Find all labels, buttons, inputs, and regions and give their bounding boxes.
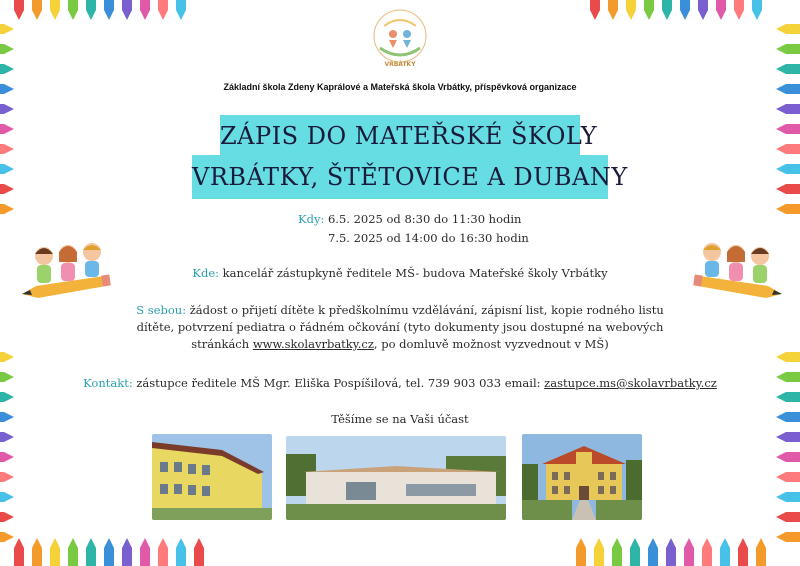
bring-label: S sebou: [136, 303, 187, 317]
kids-illustration-right [686, 238, 786, 304]
pencil-decoration [752, 0, 762, 20]
pencil-decoration [122, 0, 132, 20]
pencil-decoration [86, 538, 96, 566]
pencil-decoration [630, 538, 640, 566]
pencil-decoration [0, 124, 14, 134]
pencil-decoration [0, 532, 14, 542]
pencil-decoration [776, 492, 800, 502]
pencil-decoration [140, 538, 150, 566]
pencil-decoration [756, 538, 766, 566]
pencil-decoration [776, 432, 800, 442]
pencil-decoration [0, 144, 14, 154]
pencil-decoration [776, 144, 800, 154]
pencil-decoration [776, 472, 800, 482]
school-logo [372, 8, 428, 72]
pencil-decoration [590, 0, 600, 20]
pencil-decoration [104, 0, 114, 20]
when-date-1: 6.5. 2025 od 8:30 do 11:30 hodin [324, 212, 522, 226]
where-label: Kde: [192, 266, 220, 280]
pencil-decoration [50, 538, 60, 566]
contact-label: Kontakt: [83, 376, 133, 390]
pencil-decoration [716, 0, 726, 20]
pencil-decoration [662, 0, 672, 20]
pencil-decoration [776, 104, 800, 114]
pencil-decoration [776, 124, 800, 134]
pencil-decoration [68, 538, 78, 566]
bring-paragraph [120, 302, 680, 353]
pencil-decoration [776, 204, 800, 214]
pencil-decoration [0, 24, 14, 34]
svg-text:VRBÁTKY: VRBÁTKY [384, 61, 416, 68]
pencil-decoration [176, 538, 186, 566]
pencil-decoration [0, 472, 14, 482]
pencil-decoration [0, 492, 14, 502]
pencil-decoration [738, 538, 748, 566]
where-text: kancelář zástupkyně ředitele MŠ- budova Mateřské školy Vrbátky [219, 266, 608, 280]
school-photo-3 [522, 434, 642, 520]
bring-text-2: , po domluvě možnost vyzvednout v MŠ) [373, 337, 609, 351]
website-link[interactable]: www.skolavrbatky.cz [252, 337, 374, 351]
pencil-decoration [0, 184, 14, 194]
pencil-decoration [776, 452, 800, 462]
email-link[interactable]: zastupce.ms@skolavrbatky.cz [544, 376, 717, 390]
pencil-decoration [644, 0, 654, 20]
pencil-decoration [32, 0, 42, 20]
pencil-decoration [158, 538, 168, 566]
pencil-decoration [0, 64, 14, 74]
pencil-decoration [648, 538, 658, 566]
pencil-decoration [698, 0, 708, 20]
when-date-2: 7.5. 2025 od 14:00 do 16:30 hodin [328, 231, 529, 245]
school-name: Základní škola Zdeny Kaprálové a Mateřská škola Vrbátky, příspěvková organizace [223, 82, 577, 92]
closing-text: Těšíme se na Vaši účast [331, 412, 469, 426]
pencil-decoration [776, 512, 800, 522]
pencil-decoration [666, 538, 676, 566]
title-line-2: VRBÁTKY, ŠTĚTOVICE A DUBANY [192, 155, 608, 199]
pencil-decoration [626, 0, 636, 20]
pencil-decoration [0, 104, 14, 114]
pencil-decoration [776, 64, 800, 74]
pencil-decoration [776, 352, 800, 362]
pencil-decoration [140, 0, 150, 20]
pencil-decoration [0, 512, 14, 522]
pencil-decoration [50, 0, 60, 20]
pencil-decoration [776, 164, 800, 174]
pencil-decoration [0, 432, 14, 442]
pencil-decoration [0, 164, 14, 174]
pencil-decoration [0, 204, 14, 214]
pencil-decoration [32, 538, 42, 566]
pencil-decoration [14, 538, 24, 566]
school-photo-2 [286, 436, 506, 520]
pencil-decoration [680, 0, 690, 20]
pencil-decoration [776, 184, 800, 194]
pencil-decoration [122, 538, 132, 566]
pencil-decoration [734, 0, 744, 20]
contact-text: zástupce ředitele MŠ Mgr. Eliška Pospíšilová, tel. 739 903 033 email: [132, 376, 545, 390]
pencil-decoration [0, 352, 14, 362]
pencil-decoration [86, 0, 96, 20]
pencil-decoration [594, 538, 604, 566]
pencil-decoration [576, 538, 586, 566]
pencil-decoration [608, 0, 618, 20]
when-label: Kdy: [298, 212, 325, 226]
pencil-decoration [702, 538, 712, 566]
bring-text-1: žádost o přijetí dítěte k předškolnímu vzdělávání, zápisní list, kopie rodného listu dítěte, potvrzení pediatra o řádném očkování (tyto dokumenty jsou dostupné na webových stránkách [136, 303, 664, 351]
pencil-decoration [720, 538, 730, 566]
pencil-decoration [684, 538, 694, 566]
school-photo-1 [152, 434, 272, 520]
where-line [0, 266, 800, 280]
pencil-decoration [776, 24, 800, 34]
pencil-decoration [104, 538, 114, 566]
contact-line [0, 376, 800, 390]
pencil-decoration [0, 452, 14, 462]
pencil-decoration [776, 392, 800, 402]
title-line-1: ZÁPIS DO MATEŘSKÉ ŠKOLY [220, 115, 580, 157]
pencil-decoration [176, 0, 186, 20]
pencil-decoration [194, 538, 204, 566]
pencil-decoration [68, 0, 78, 20]
pencil-decoration [776, 532, 800, 542]
pencil-decoration [612, 538, 622, 566]
kids-illustration-left [18, 238, 118, 304]
pencil-decoration [776, 44, 800, 54]
pencil-decoration [158, 0, 168, 20]
when-line-1 [298, 212, 521, 226]
pencil-decoration [0, 44, 14, 54]
pencil-decoration [14, 0, 24, 20]
pencil-decoration [0, 392, 14, 402]
